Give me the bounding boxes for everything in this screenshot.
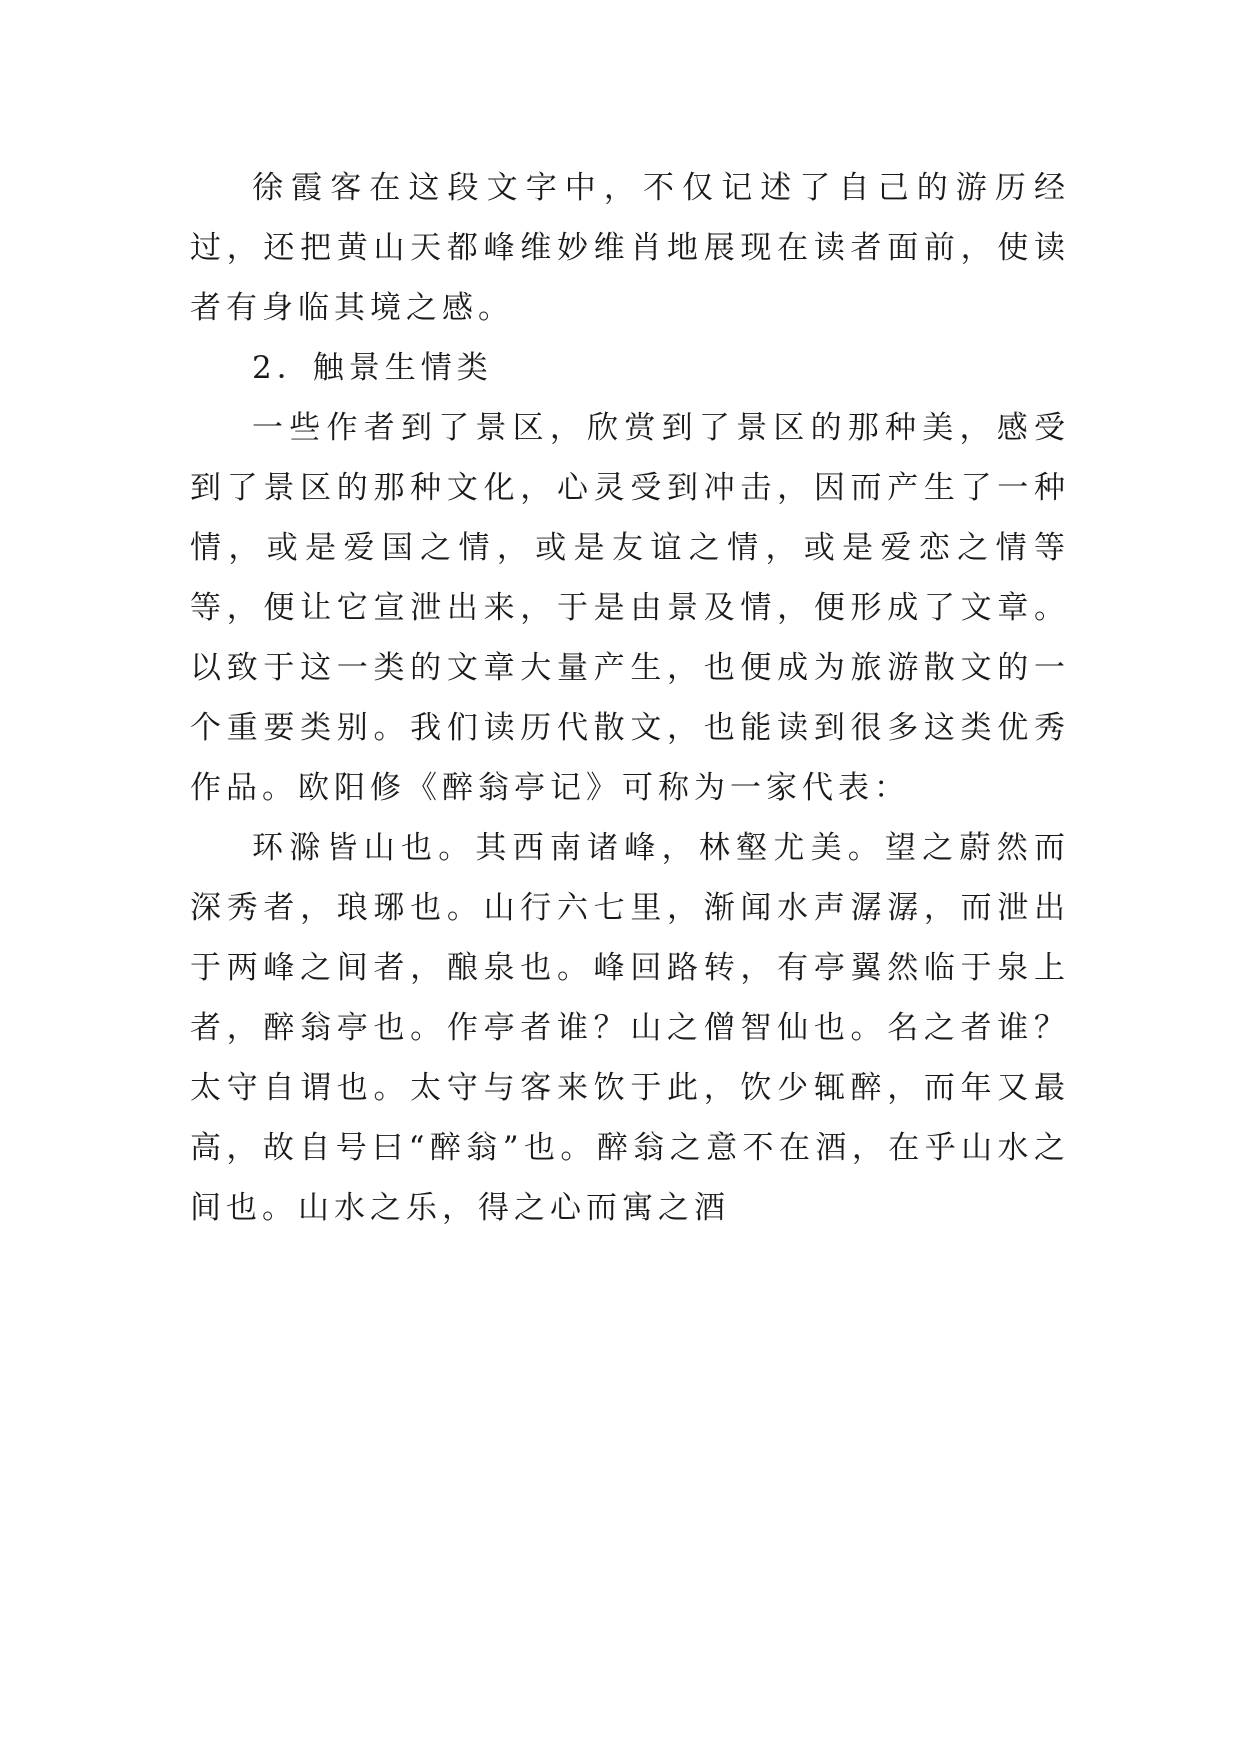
paragraph-zuiweng-ting-ji-quote: 环滁皆山也。其西南诸峰，林壑尤美。望之蔚然而深秀者，琅琊也。山行六七里，渐闻水声潺潺，而泄出于两峰之间者，酿泉也。峰回路转，有亭翼然临于泉上者，醉翁亭也。作亭者谁？山之僧智仙也。名之者谁？太守自谓也。太守与客来饮于此，饮少辄醉，而年又最高，故自号曰“醉翁”也。醉翁之意不在酒，在乎山水之间也。山水之乐，得之心而寓之酒	[190, 830, 1070, 1226]
paragraph-xu-xiake-commentary: 徐霞客在这段文字中，不仅记述了自己的游历经过，还把黄山天都峰维妙维肖地展现在读者面前，使读者有身临其境之感。	[190, 170, 1070, 326]
document-body	[190, 158, 1070, 1238]
section-heading-scenery-emotion: 2．触景生情类	[252, 350, 493, 386]
paragraph-scenery-emotion-intro: 一些作者到了景区，欣赏到了景区的那种美，感受到了景区的那种文化，心灵受到冲击，因而产生了一种情，或是爱国之情，或是友谊之情，或是爱恋之情等等，便让它宣泄出来，于是由景及情，便形成了文章。以致于这一类的文章大量产生，也便成为旅游散文的一个重要类别。我们读历代散文，也能读到很多这类优秀作品。欧阳修《醉翁亭记》可称为一家代表：	[190, 410, 1070, 806]
